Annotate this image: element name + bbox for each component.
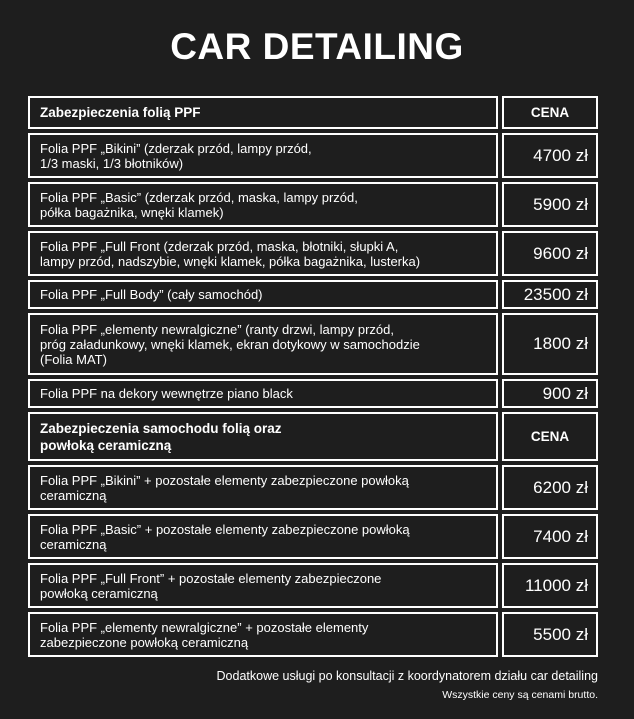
table-row	[28, 231, 598, 276]
service-price: 1800 zł	[502, 313, 598, 375]
service-price: 23500 zł	[502, 280, 598, 309]
table-row	[28, 514, 598, 559]
table-row	[28, 379, 598, 408]
table-row	[28, 313, 598, 375]
service-description: Folia PPF „Basic” + pozostałe elementy zabezpieczone powłoką ceramiczną	[28, 514, 498, 559]
price-table	[28, 96, 598, 661]
table-row	[28, 563, 598, 608]
section-header-ceramic	[28, 412, 598, 461]
price-column-header: CENA	[502, 412, 598, 461]
service-description: Folia PPF „Bikini” (zderzak przód, lampy przód, 1/3 maski, 1/3 błotników)	[28, 133, 498, 178]
table-row	[28, 182, 598, 227]
section-title: Zabezpieczenia samochodu folią oraz powłoką ceramiczną	[28, 412, 498, 461]
footer-consultation-note: Dodatkowe usługi po konsultacji z koordynatorem działu car detailing	[216, 669, 598, 683]
table-row	[28, 612, 598, 657]
footer-gross-price-note: Wszystkie ceny są cenami brutto.	[442, 689, 598, 701]
service-price: 5500 zł	[502, 612, 598, 657]
price-column-header: CENA	[502, 96, 598, 129]
service-description: Folia PPF „Bikini” + pozostałe elementy zabezpieczone powłoką ceramiczną	[28, 465, 498, 510]
service-description: Folia PPF na dekory wewnętrze piano black	[28, 379, 498, 408]
service-price: 900 zł	[502, 379, 598, 408]
service-description: Folia PPF „Full Body” (cały samochód)	[28, 280, 498, 309]
service-description: Folia PPF „elementy newralgiczne” + pozostałe elementy zabezpieczone powłoką ceramiczną	[28, 612, 498, 657]
table-row	[28, 133, 598, 178]
service-price: 5900 zł	[502, 182, 598, 227]
service-description: Folia PPF „Full Front” + pozostałe elementy zabezpieczone powłoką ceramiczną	[28, 563, 498, 608]
service-description: Folia PPF „Full Front (zderzak przód, maska, błotniki, słupki A, lampy przód, nadszybie, wnęki klamek, półka bagażnika, lusterka)	[28, 231, 498, 276]
service-description: Folia PPF „elementy newralgiczne” (ranty drzwi, lampy przód, próg załadunkowy, wnęki klamek, ekran dotykowy w samochodzie (Folia MAT)	[28, 313, 498, 375]
table-row	[28, 465, 598, 510]
service-price: 4700 zł	[502, 133, 598, 178]
service-price: 7400 zł	[502, 514, 598, 559]
section-header-ppf	[28, 96, 598, 129]
service-description: Folia PPF „Basic” (zderzak przód, maska, lampy przód, półka bagażnika, wnęki klamek)	[28, 182, 498, 227]
service-price: 9600 zł	[502, 231, 598, 276]
section-title: Zabezpieczenia folią PPF	[28, 96, 498, 129]
service-price: 6200 zł	[502, 465, 598, 510]
footer-notes	[217, 668, 598, 703]
table-row	[28, 280, 598, 309]
service-price: 11000 zł	[502, 563, 598, 608]
page-title: CAR DETAILING	[170, 26, 464, 67]
